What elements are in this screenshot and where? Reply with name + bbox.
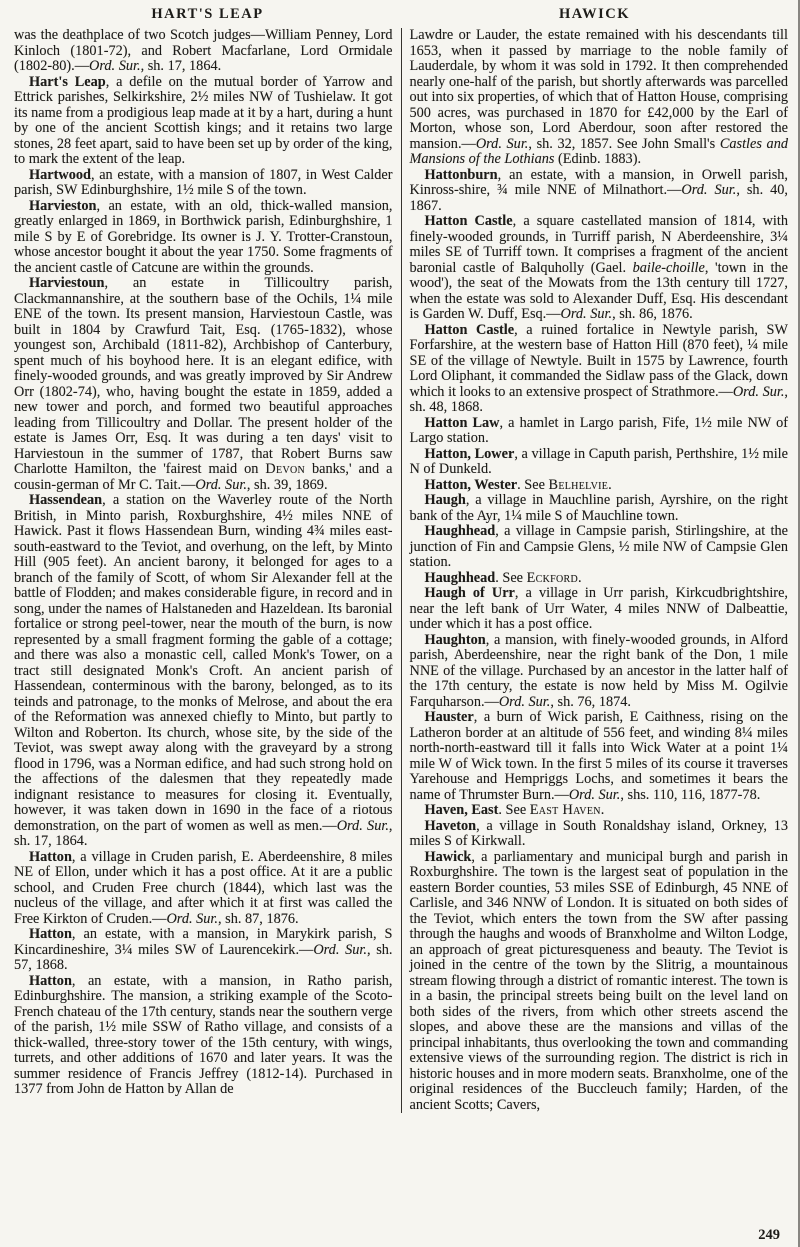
- italic-citation: Castles and Mansions of the Lothians: [409, 135, 788, 167]
- entry: Harviestoun, an estate in Tillicoultry parish, Clackmannanshire, at the southern base of the Ochils, 1¼ mile ENE of the town. Its present mansion, Harviestoun Castle, was built in 1804 by Crawfurd Tait, Esq. (1765-1832), whose youngest son, Archibald (1811-82), Archbishop of Canterbury, spent much of his boyhood here. It is an elegant edifice, with finely-wooded grounds, and was greatly improved by Sir Andrew Orr (1802-74), who, having bought the estate in 1859, added a new tower and porch, and formed two beautiful approaches leading from Tillicoultry and Dollar. The present holder of the estate is James Orr, Esq. It was during a ten days' visit to Harviestoun in the summer of 1787, that Robert Burns saw Charlotte Hamilton, the 'fairest maid on Devon banks,' and a cousin-german of Mr C. Tait.—Ord. Sur., sh. 39, 1869.: [14, 275, 393, 493]
- entry-term: Hattonburn: [424, 166, 498, 183]
- running-heads: [14, 6, 788, 23]
- running-head-left: HART'S LEAP: [151, 6, 264, 22]
- entry-term: Hatton: [29, 848, 72, 865]
- cross-reference: Eckford: [526, 569, 578, 586]
- italic-citation: Ord. Sur.: [166, 910, 218, 927]
- continuation-paragraph: was the deathplace of two Scotch judges—William Penney, Lord Kinloch (1801-72), and Robert Macfarlane, Lord Ormidale (1802-80).—Ord. Sur., sh. 17, 1864.: [14, 27, 393, 74]
- italic-citation: Ord. Sur.: [89, 58, 141, 74]
- entry: Haugh, a village in Mauchline parish, Ayrshire, on the right bank of the Ayr, 1¼ mile S of Mauchline town.: [409, 492, 788, 524]
- entry: Hatton Castle, a square castellated mansion of 1814, with finely-wooded grounds, in Turriff parish, N Aberdeenshire, 3¼ miles SE of Turriff town. It comprises a fragment of the ancient baronial castle of Balquholly (Gael. baile-choille, 'town in the wood'), the seat of the Mowats from the 13th century till 1727, when the estate was sold to Alexander Duff, Esq. His descendant is Garden W. Duff, Esq.—Ord. Sur., sh. 86, 1876.: [409, 213, 788, 322]
- italic-citation: Ord. Sur.: [568, 786, 621, 803]
- entry-term: Haughhead: [424, 569, 496, 586]
- entry-term: Haven, East: [424, 802, 499, 818]
- entry: Haughton, a mansion, with finely-wooded grounds, in Alford parish, Aberdeenshire, near the right bank of the Don, 1 mile NNE of the village. Purchased by an ancestor in the latter half of the 17th century, the estate is now held by Miss M. Ogilvie Farquharson.—Ord. Sur., sh. 76, 1874.: [409, 631, 788, 710]
- entry-term: Haugh of Urr: [424, 585, 515, 601]
- column-left: [14, 28, 393, 1113]
- entry-term: Haveton: [424, 817, 477, 834]
- entry: Harvieston, an estate, with an old, thick-walled mansion, greatly enlarged in 1869, in Borthwick parish, Edinburghshire, 1 mile S by E of Gorebridge. Its owner is J. Y. Trotter-Cranstoun, whose ancestor bought it about the year 1750. Some fragments of the ancient castle of Catcune are within the grounds.: [14, 197, 393, 276]
- entry: Hatton, an estate, with a mansion, in Marykirk parish, S Kincardineshire, 3¼ miles SW of Laurencekirk.—Ord. Sur., sh. 57, 1868.: [14, 926, 393, 973]
- cross-reference: East Haven: [529, 802, 601, 818]
- entry-term: Hartwood: [29, 166, 91, 183]
- entry: Hatton, a village in Cruden parish, E. Aberdeenshire, 8 miles NE of Ellon, under which it has a post office. At it are a public school, and Cruden Free church (1844), which last was the nucleus of the village, and after which it at first was called the Free Kirkton of Cruden.—Ord. Sur., sh. 87, 1876.: [14, 848, 393, 927]
- entry-term: Haughton: [424, 631, 486, 648]
- cross-reference: Belhelvie: [548, 476, 609, 493]
- cross-reference: Devon: [265, 461, 306, 477]
- entry-term: Hatton, Wester: [424, 476, 518, 493]
- entry-term: Hatton, Lower: [424, 445, 515, 462]
- italic-citation: Ord. Sur.: [313, 941, 367, 958]
- entry: Hatton, Lower, a village in Caputh parish, Perthshire, 1½ mile N of Dunkeld.: [409, 445, 788, 477]
- entry: Hatton, Wester. See Belhelvie.: [424, 476, 612, 493]
- italic-citation: Ord. Sur.: [498, 693, 551, 710]
- entry-term: Hatton: [29, 972, 72, 989]
- entry: Hauster, a burn of Wick parish, E Caithness, rising on the Latheron border at an altitude of 556 feet, and winding 8¼ miles north-north-eastward till it falls into Wick Water at a point 1¼ mile W of Wick town. In the first 5 miles of its course it traverses Yarehouse and Hempriggs Lochs, and sometimes it bears the name of Thrumster Burn.—Ord. Sur., shs. 110, 116, 1877-78.: [409, 709, 788, 803]
- entry: Haveton, a village in South Ronaldshay island, Orkney, 13 miles S of Kirkwall.: [409, 817, 788, 849]
- entry: Hattonburn, an estate, with a mansion, in Orwell parish, Kinross-shire, ¾ mile NNE of Milnathort.—Ord. Sur., sh. 40, 1867.: [409, 166, 788, 214]
- entry-term: Hatton Castle: [424, 321, 515, 338]
- column-divider: [401, 28, 402, 1113]
- italic-citation: Ord. Sur.: [475, 135, 529, 152]
- column-right: [410, 28, 789, 1113]
- entry: Hartwood, an estate, with a mansion of 1807, in West Calder parish, SW Edinburghshire, 1½ mile S of the town.: [14, 166, 393, 198]
- entry-term: Harviestoun: [29, 275, 105, 291]
- entry: Hawick, a parliamentary and municipal burgh and parish in Roxburghshire. The town is the largest seat of population in the eastern Border counties, 53 miles SSE of Edinburgh, 45 NNE of Carlisle, and 346 NNW of London. It is situated on both sides of the Teviot, which enters the town from the SW after passing through the haughs and woods of Branxholme and Wilton Lodge, an approach of great picturesqueness and beauty. The Teviot is joined in the centre of the town by the Slitrig, a mountainous stream flowing through a district of romantic interest. The town is in a basin, the principal streets being built on the level land on both sides of the rivers, from which other streets ascend the slopes, and above these are the mansions and villas of the principal inhabitants, thus overlooking the town and commanding extensive views of the surrounding region. The district is rich in historic houses and in more modern seats. Branxholme, one of the original residences of the Buccleuch family; Harden, of the ancient Scotts; Cavers,: [409, 848, 788, 1113]
- italic-citation: baile-choille: [632, 259, 705, 276]
- entry-term: Harvieston: [29, 197, 97, 214]
- entry: Haugh of Urr, a village in Urr parish, Kirkcudbrightshire, near the left bank of Urr Water, 4 miles NNW of Dalbeattie, under which it has a post office.: [409, 585, 788, 632]
- entry: Hatton Law, a hamlet in Largo parish, Fife, 1½ mile NW of Largo station.: [409, 414, 788, 446]
- italic-citation: Ord. Sur.: [681, 182, 737, 198]
- text-columns: [14, 28, 788, 1113]
- continuation-paragraph: Lawdre or Lauder, the estate remained with his descendants till 1653, when it passed by marriage to the noble family of Lauderdale, by whom it was sold in 1792. It then comprehended nearly one-half of the parish, but shortly afterwards was parcelled out into six properties, of which that of Hatton House, comprising 500 acres, was purchased in 1870 for £42,000 by the Earl of Morton, whose son, Lord Aberdour, soon after restored the mansion.—Ord. Sur., sh. 32, 1857. See John Small's Castles and Mansions of the Lothians (Edinb. 1883).: [409, 27, 788, 167]
- italic-citation: Ord. Sur.: [560, 306, 613, 322]
- entry: Hatton Castle, a ruined fortalice in Newtyle parish, SW Forfarshire, at the western base of Hatton Hill (870 feet), ¼ mile SE of the village of Newtyle. Built in 1575 by Lawrence, fourth Lord Oliphant, it commanded the Sidlaw pass of the Glack, down which it looks to an extensive prospect of Strathmore.—Ord. Sur., sh. 48, 1868.: [409, 321, 788, 415]
- entry: Haven, East. See East Haven.: [424, 802, 605, 818]
- entry-term: Haugh: [424, 492, 466, 508]
- entry-term: Hatton: [29, 926, 72, 942]
- entry-term: Hatton Castle: [424, 213, 513, 229]
- italic-citation: Ord. Sur.: [336, 817, 389, 834]
- entry-term: Haughhead: [424, 523, 496, 539]
- entry-term: Hart's Leap: [29, 73, 106, 90]
- entry: Hatton, an estate, with a mansion, in Ratho parish, Edinburghshire. The mansion, a striking example of the Scoto-French chateau of the 17th century, stands near the southern verge of the parish, 1½ mile SSW of Ratho village, and consists of a thick-walled, three-story tower of the 15th century, with wings, turrets, and other additions of 1670 and later years. It was the summer residence of Francis Jeffrey (1812-14). Purchased in 1377 from John de Hatton by Allan de: [14, 972, 393, 1097]
- running-head-right: HAWICK: [558, 6, 631, 22]
- entry-term: Hawick: [424, 848, 472, 865]
- entry-term: Hatton Law: [424, 414, 500, 431]
- page-number: 249: [758, 1227, 780, 1243]
- italic-citation: Ord. Sur.: [732, 383, 785, 400]
- entry-term: Hassendean: [29, 492, 103, 508]
- entry: Haughhead. See Eckford.: [424, 569, 582, 586]
- entry: Haughhead, a village in Campsie parish, Stirlingshire, at the junction of Fin and Campsie Glens, ½ mile NW of Campsie Glen station.: [409, 523, 788, 570]
- entry: Hassendean, a station on the Waverley route of the North British, in Minto parish, Roxburghshire, 4½ miles NNE of Hawick. Past it flows Hassendean Burn, winding 4¾ miles east-south-eastward to the Teviot, and overhung, on the left, by Minto Hill (905 feet). An ancient barony, it belonged for ages to a branch of the family of Scott, of whom Sir Alexander fell at the battle of Flodden; and makes considerable figure, in record and in song, under the names of Halstaneden and Hazeldean. Its baronial fortalice or strong peel-tower, near the mouth of the burn, is now represented by a small fragment forming the gable of a cottage; and there was also a monastic cell, called Monk's Tower, on a tract still designated Monk's Croft. An ancient parish of Hassendean, conterminous with the barony, belonged, as to its teinds and patronage, to the monks of Melrose, and about the era of the Reformation was annexed chiefly to Minto, but partly to Wilton and Roberton. Its church, whose site, by the side of the Teviot, was swept away along with the graveyard by a strong flood in 1796, was a Norman edifice, and had such strong hold on the affections of the dalesmen that they repeatedly made indignant resistance to measures for closing it. Eventually, however, it was taken down in 1690 in the face of a riotous demonstration, on the part of women as well as men.—Ord. Sur., sh. 17, 1864.: [14, 492, 393, 849]
- entry-term: Hauster: [424, 709, 474, 725]
- entry: Hart's Leap, a defile on the mutual border of Yarrow and Ettrick parishes, Selkirkshire, 2½ miles NW of Tushielaw. It got its name from a prodigious leap made at it by a hart, during a hunt by one of the ancient Scottish kings; and it retains two large stones, 28 feet apart, said to have been set up by order of the king, to mark the extent of the leap.: [14, 73, 393, 167]
- italic-citation: Ord. Sur.: [195, 476, 247, 493]
